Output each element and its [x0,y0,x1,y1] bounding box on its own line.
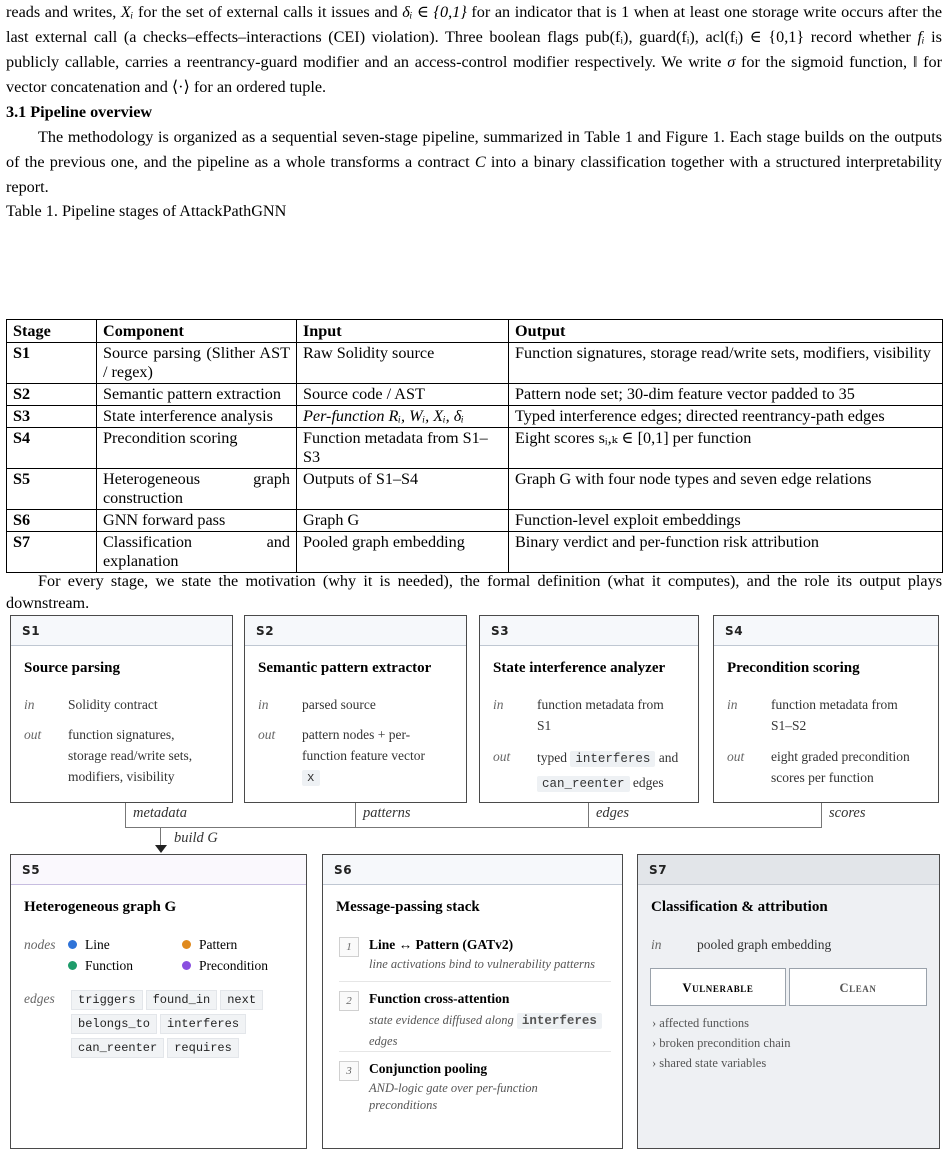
cell-input: Outputs of S1–S4 [297,469,509,510]
card-s6-header: S6 [323,855,622,885]
card-s6 [322,854,623,1149]
card-s3-title: State interference analyzer [493,660,666,676]
cell-input: Raw Solidity source [297,343,509,384]
section-heading: 3.1 Pipeline overview [6,103,153,121]
node-type-pattern: Pattern [182,934,237,955]
table-row [7,510,943,532]
card-s4: S4 Precondition scoring in function metadata from S1–S2 out eight graded precondition scores per function [713,615,939,803]
connector-label-metadata: metadata [133,805,187,821]
cell-stage: S6 [7,510,97,532]
cell-input: Pooled graph embedding [297,532,509,573]
interferes-code: interferes [570,751,655,767]
card-s1: S1 Source parsing in Solidity contract out function signatures, storage read/write sets, modifiers, visibility [10,615,233,803]
connector-label-edges: edges [596,805,630,821]
card-s7-title: Classification & attribution [651,899,828,915]
feature-vector-code: x [302,770,320,786]
attribution-item: › broken precondition chain [652,1036,791,1050]
cell-output: Function signatures, storage read/write sets, modifiers, visibility [509,343,943,384]
attribution-item: › shared state variables [652,1056,767,1070]
header-component: Component [97,320,297,343]
table-header-row [7,320,943,343]
table-row [7,532,943,573]
cell-component: Source parsing (Slither AST / regex) [97,343,297,384]
interferes-code: interferes [517,1013,602,1029]
cell-stage: S2 [7,384,97,406]
cell-output: Binary verdict and per-function risk attribution [509,532,943,573]
after-table-paragraph: For every stage, we state the motivation (why it is needed), the formal definition (what it computes), and the role its output plays downstream. [6,572,942,612]
table-row [7,469,943,510]
card-s1-header: S1 [11,616,232,646]
node-type-function: Function [68,955,133,976]
cell-input: Source code / AST [297,384,509,406]
node-type-line: Line [68,934,110,955]
cell-input: Function metadata from S1–S3 [297,428,509,469]
card-s5: S5 Heterogeneous graph G nodes Line Pattern Function Precondition edges triggers found_in next belongs_to interferes can_reenter requires [10,854,307,1149]
header-input: Input [297,320,509,343]
cell-output: Graph G with four node types and seven edge relations [509,469,943,510]
node-line-dot [68,940,77,949]
node-type-precondition: Precondition [182,955,268,976]
table-row [7,343,943,384]
edge-tag: belongs_to [71,1014,157,1034]
connector-label-build-g: build G [174,830,218,846]
connector-s2-down [355,803,356,828]
card-s3: S3 State interference analyzer in function metadata from S1 out typed interferes and can_reenter edges [479,615,699,803]
mp-step-3: 3 Conjunction pooling AND-logic gate over per-function preconditions [339,1061,611,1119]
attribution-item: › affected functions [652,1016,749,1030]
cell-input: Graph G [297,510,509,532]
cell-input: Per-function Rᵢ, Wᵢ, Xᵢ, δᵢ [297,406,509,428]
edge-tag: found_in [146,990,218,1010]
mp-step-1: 1 Line ↔ Pattern (GATv2) line activations bind to vulnerability patterns [339,937,611,977]
cell-component: Heterogeneous graph construction [97,469,297,510]
table-caption: Table 1. Pipeline stages of AttackPathGNN [6,202,287,220]
edge-tag: next [220,990,263,1010]
connector-s3-down [588,803,589,828]
cell-stage: S5 [7,469,97,510]
arrow-head [155,845,167,853]
edge-tag: interferes [160,1014,246,1034]
card-s7: S7 Classification & attribution in pooled graph embedding Vulnerable Clean › affected functions › broken precondition chain › shared state variables [637,854,940,1149]
card-s7-header: S7 [638,855,939,885]
cell-stage: S1 [7,343,97,384]
edge-tag: triggers [71,990,143,1010]
card-s4-header: S4 [714,616,938,646]
cell-output: Function-level exploit embeddings [509,510,943,532]
card-s1-title: Source parsing [24,660,120,676]
cell-component: State interference analysis [97,406,297,428]
intro-text [6,0,942,222]
section-paragraph: The methodology is organized as a sequential seven-stage pipeline, summarized in Table 1 and Figure 1. Each stage builds on the outputs of the previous one, and the pipeline as a whole transforms a contract C into a binary classification together with a structured interpretability report. [6,128,942,196]
connector-label-scores: scores [829,805,866,821]
cell-component: Precondition scoring [97,428,297,469]
connector-s1-down [125,803,126,828]
step-divider [339,1051,611,1052]
cell-output: Eight scores sᵢ,ₖ ∈ [0,1] per function [509,428,943,469]
header-output: Output [509,320,943,343]
cell-stage: S7 [7,532,97,573]
verdict-vulnerable: Vulnerable [650,968,786,1006]
cell-output: Pattern node set; 30-dim feature vector padded to 35 [509,384,943,406]
header-stage: Stage [7,320,97,343]
table-row [7,384,943,406]
node-precondition-dot [182,961,191,970]
cell-component: Classification and explanation [97,532,297,573]
connector-horizontal [125,827,822,828]
node-function-dot [68,961,77,970]
card-s3-header: S3 [480,616,698,646]
edge-tag: can_reenter [71,1038,164,1058]
connector-to-s5 [160,827,161,846]
table-row [7,428,943,469]
table-row [7,406,943,428]
card-s2-title: Semantic pattern extractor [258,660,432,676]
pipeline-table [6,319,943,573]
cell-component: GNN forward pass [97,510,297,532]
cell-stage: S4 [7,428,97,469]
connector-label-patterns: patterns [363,805,411,821]
can-reenter-code: can_reenter [537,776,630,792]
cell-stage: S3 [7,406,97,428]
card-s5-header: S5 [11,855,306,885]
intro-paragraph: reads and writes, Xᵢ for the set of external calls it issues and δᵢ ∈ {0,1} for an indicator that is 1 when at least one storage write occurs after the last external call (a checks–effects–interactions (CEI) violation). Three boolean flags pub(fᵢ), guard(fᵢ), acl(fᵢ) ∈ {0,1} record whether fᵢ is publicly callable, carries a reentrancy-guard modifier and an access-control modifier respectively. We write σ for the sigmoid function, ‖ for vector concatenation and ⟨·⟩ for an ordered tuple. [6,3,943,96]
cell-component: Semantic pattern extraction [97,384,297,406]
mp-step-2: 2 Function cross-attention state evidence diffused along interferes edges [339,991,611,1049]
step-divider [339,981,611,982]
verdict-row [650,968,927,1006]
after-table-text [6,570,942,614]
card-s2-header: S2 [245,616,466,646]
verdict-clean: Clean [789,968,927,1006]
card-s4-title: Precondition scoring [727,660,860,676]
card-s2: S2 Semantic pattern extractor in parsed source out pattern nodes + per- function feature vector x [244,615,467,803]
node-pattern-dot [182,940,191,949]
card-s5-title: Heterogeneous graph G [24,899,177,915]
edge-tag: requires [167,1038,239,1058]
card-s6-title: Message-passing stack [336,899,480,915]
edge-tags [71,990,301,1062]
cell-output: Typed interference edges; directed reentrancy-path edges [509,406,943,428]
connector-s4-down [821,803,822,828]
